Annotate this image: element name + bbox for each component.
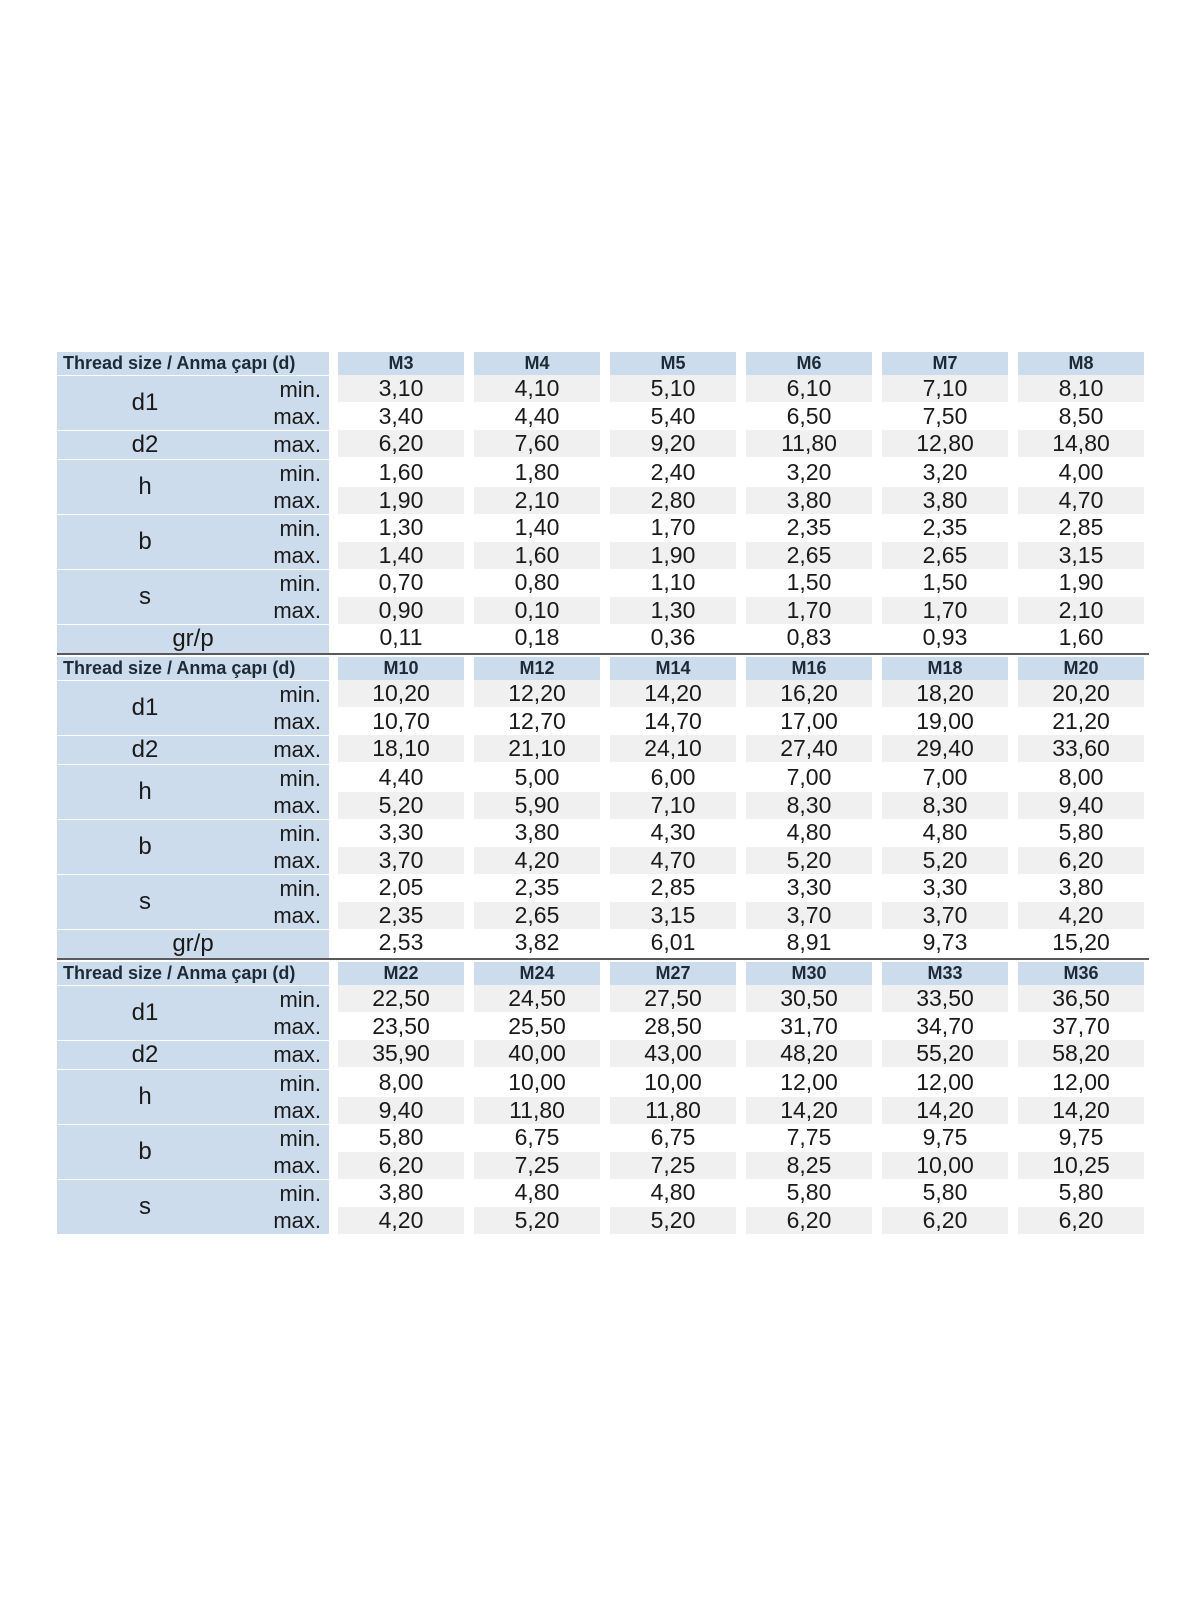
table-cell: 24,50	[474, 985, 600, 1012]
row-group-label	[57, 680, 329, 735]
table-block	[57, 958, 1149, 1234]
table-cell: 6,50	[746, 403, 872, 430]
table-cell: 9,20	[610, 430, 736, 457]
table-cell: 0,18	[474, 624, 600, 651]
thread-size-column-header: M7	[882, 352, 1008, 375]
table-cell: 1,60	[474, 542, 600, 569]
table-cell: 5,80	[1018, 1179, 1144, 1206]
table-cell: 2,80	[610, 487, 736, 514]
min-max-label: min.	[279, 821, 321, 846]
table-cell: 20,20	[1018, 680, 1144, 707]
thread-size-column-header: M36	[1018, 962, 1144, 985]
table-cell: 15,20	[1018, 929, 1144, 956]
table-cell: 10,00	[882, 1152, 1008, 1179]
table-cell: 14,20	[610, 680, 736, 707]
table-cell: 23,50	[338, 1013, 464, 1040]
table-cell: 0,11	[338, 624, 464, 651]
table-cell: 3,70	[338, 847, 464, 874]
table-cell: 1,50	[882, 569, 1008, 596]
table-cell: 24,10	[610, 735, 736, 762]
table-cell: 3,80	[474, 819, 600, 846]
table-cell: 6,20	[746, 1207, 872, 1234]
table-cell: 0,70	[338, 569, 464, 596]
table-cell: 6,20	[338, 430, 464, 457]
table-cell: 6,20	[338, 1152, 464, 1179]
table-cell: 3,30	[338, 819, 464, 846]
thread-size-column-header: M33	[882, 962, 1008, 985]
table-cell: 6,75	[474, 1124, 600, 1151]
table-cell: 4,30	[610, 819, 736, 846]
thread-size-column-header: M22	[338, 962, 464, 985]
table-cell: 4,80	[610, 1179, 736, 1206]
parameter-name: h	[138, 1083, 152, 1110]
table-cell: 7,25	[610, 1152, 736, 1179]
table-cell: 0,83	[746, 624, 872, 651]
table-cell: 1,60	[338, 459, 464, 486]
table-cell: 48,20	[746, 1040, 872, 1067]
table-cell: 8,30	[882, 792, 1008, 819]
table-cell: 5,20	[610, 1207, 736, 1234]
min-max-label: min.	[279, 682, 321, 707]
table-cell: 12,80	[882, 430, 1008, 457]
table-cell: 5,20	[746, 847, 872, 874]
table-cell: 4,20	[474, 847, 600, 874]
min-max-label: max.	[273, 1208, 321, 1233]
row-group-label	[57, 819, 329, 874]
table-cell: 18,20	[882, 680, 1008, 707]
table-cell: 2,40	[610, 459, 736, 486]
min-max-label: max.	[273, 432, 321, 457]
table-cell: 12,00	[882, 1069, 1008, 1096]
table-cell: 1,60	[1018, 624, 1144, 651]
table-cell: 7,60	[474, 430, 600, 457]
table-cell: 14,20	[746, 1097, 872, 1124]
table-cell: 8,91	[746, 929, 872, 956]
table-cell: 3,40	[338, 403, 464, 430]
table-cell: 1,40	[474, 514, 600, 541]
min-max-label: max.	[273, 1014, 321, 1039]
row-group-label	[57, 459, 329, 514]
table-cell: 5,00	[474, 764, 600, 791]
table-cell: 1,30	[610, 597, 736, 624]
thread-size-column-header: M6	[746, 352, 872, 375]
min-max-label: max.	[273, 709, 321, 734]
table-cell: 3,80	[746, 487, 872, 514]
min-max-label: max.	[273, 1042, 321, 1067]
table-cell: 6,75	[610, 1124, 736, 1151]
table-cell: 14,70	[610, 708, 736, 735]
dimension-table	[57, 350, 1149, 1234]
table-cell: 5,10	[610, 375, 736, 402]
min-max-label: max.	[273, 488, 321, 513]
table-cell: 30,50	[746, 985, 872, 1012]
table-cell: 16,20	[746, 680, 872, 707]
table-cell: 27,50	[610, 985, 736, 1012]
row-group-label	[57, 764, 329, 819]
table-cell: 1,10	[610, 569, 736, 596]
table-cell: 5,80	[1018, 819, 1144, 846]
table-cell: 4,80	[474, 1179, 600, 1206]
table-cell: 19,00	[882, 708, 1008, 735]
parameter-name: d2	[131, 1041, 159, 1068]
table-cell: 1,70	[610, 514, 736, 541]
table-cell: 3,30	[882, 874, 1008, 901]
min-max-label: min.	[279, 876, 321, 901]
thread-size-column-header: M5	[610, 352, 736, 375]
thread-size-column-header: M8	[1018, 352, 1144, 375]
row-group-label	[57, 735, 329, 764]
table-cell: 0,10	[474, 597, 600, 624]
parameter-name: gr/p	[172, 930, 214, 957]
table-cell: 7,00	[882, 764, 1008, 791]
table-cell: 1,70	[882, 597, 1008, 624]
table-cell: 21,20	[1018, 708, 1144, 735]
table-cell: 2,35	[474, 874, 600, 901]
table-cell: 8,10	[1018, 375, 1144, 402]
parameter-name: d1	[131, 999, 159, 1026]
table-cell: 3,10	[338, 375, 464, 402]
table-cell: 6,20	[1018, 847, 1144, 874]
table-block	[57, 653, 1149, 958]
parameter-name: b	[138, 1138, 152, 1165]
min-max-label: max.	[273, 903, 321, 928]
min-max-label: max.	[273, 404, 321, 429]
thread-size-header: Thread size / Anma çapı (d)	[57, 657, 329, 680]
parameter-name: d2	[131, 736, 159, 763]
table-cell: 4,70	[610, 847, 736, 874]
table-cell: 1,90	[610, 542, 736, 569]
table-cell: 4,80	[746, 819, 872, 846]
table-cell: 1,40	[338, 542, 464, 569]
table-cell: 3,80	[882, 487, 1008, 514]
min-max-label: max.	[273, 543, 321, 568]
row-group-label	[57, 874, 329, 929]
table-cell: 6,00	[610, 764, 736, 791]
table-cell: 4,80	[882, 819, 1008, 846]
row-group-label	[57, 985, 329, 1040]
table-cell: 5,90	[474, 792, 600, 819]
table-cell: 18,10	[338, 735, 464, 762]
row-group-label	[57, 430, 329, 459]
table-cell: 29,40	[882, 735, 1008, 762]
table-cell: 3,82	[474, 929, 600, 956]
table-cell: 28,50	[610, 1013, 736, 1040]
table-cell: 5,80	[882, 1179, 1008, 1206]
table-cell: 3,70	[746, 902, 872, 929]
row-group-label	[57, 514, 329, 569]
table-cell: 7,10	[610, 792, 736, 819]
parameter-name: s	[139, 1193, 151, 1220]
table-cell: 1,80	[474, 459, 600, 486]
table-cell: 2,35	[746, 514, 872, 541]
thread-size-column-header: M4	[474, 352, 600, 375]
table-cell: 2,35	[338, 902, 464, 929]
table-cell: 14,20	[1018, 1097, 1144, 1124]
row-group-label	[57, 1040, 329, 1069]
row-group-label	[57, 569, 329, 624]
table-cell: 8,50	[1018, 403, 1144, 430]
table-cell: 5,80	[338, 1124, 464, 1151]
table-cell: 3,70	[882, 902, 1008, 929]
row-group-label	[57, 375, 329, 430]
table-cell: 8,00	[1018, 764, 1144, 791]
parameter-name: h	[138, 473, 152, 500]
table-cell: 7,25	[474, 1152, 600, 1179]
table-cell: 1,30	[338, 514, 464, 541]
table-cell: 4,20	[1018, 902, 1144, 929]
table-cell: 7,00	[746, 764, 872, 791]
thread-size-column-header: M3	[338, 352, 464, 375]
table-cell: 3,15	[610, 902, 736, 929]
table-cell: 9,73	[882, 929, 1008, 956]
row-group-label	[57, 1124, 329, 1179]
parameter-name: h	[138, 778, 152, 805]
row-group-label	[57, 929, 329, 958]
min-max-label: min.	[279, 1071, 321, 1096]
table-cell: 1,90	[1018, 569, 1144, 596]
table-cell: 12,20	[474, 680, 600, 707]
table-cell: 58,20	[1018, 1040, 1144, 1067]
thread-size-column-header: M27	[610, 962, 736, 985]
table-cell: 36,50	[1018, 985, 1144, 1012]
thread-size-column-header: M14	[610, 657, 736, 680]
table-cell: 5,40	[610, 403, 736, 430]
thread-size-column-header: M16	[746, 657, 872, 680]
table-cell: 14,80	[1018, 430, 1144, 457]
table-cell: 2,65	[474, 902, 600, 929]
table-cell: 2,35	[882, 514, 1008, 541]
table-cell: 7,50	[882, 403, 1008, 430]
row-group-label	[57, 1069, 329, 1124]
parameter-name: d2	[131, 431, 159, 458]
table-cell: 0,90	[338, 597, 464, 624]
table-cell: 3,20	[882, 459, 1008, 486]
min-max-label: min.	[279, 1126, 321, 1151]
table-cell: 2,85	[1018, 514, 1144, 541]
min-max-label: max.	[273, 1153, 321, 1178]
table-cell: 10,00	[610, 1069, 736, 1096]
table-cell: 34,70	[882, 1013, 1008, 1040]
table-cell: 3,15	[1018, 542, 1144, 569]
table-cell: 6,20	[882, 1207, 1008, 1234]
table-cell: 35,90	[338, 1040, 464, 1067]
table-cell: 5,20	[882, 847, 1008, 874]
table-cell: 4,00	[1018, 459, 1144, 486]
table-cell: 4,40	[338, 764, 464, 791]
table-cell: 12,00	[746, 1069, 872, 1096]
table-cell: 6,10	[746, 375, 872, 402]
min-max-label: max.	[273, 793, 321, 818]
min-max-label: max.	[273, 598, 321, 623]
parameter-name: d1	[131, 694, 159, 721]
table-cell: 33,60	[1018, 735, 1144, 762]
table-cell: 27,40	[746, 735, 872, 762]
table-cell: 21,10	[474, 735, 600, 762]
thread-size-column-header: M20	[1018, 657, 1144, 680]
table-cell: 6,01	[610, 929, 736, 956]
min-max-label: max.	[273, 737, 321, 762]
table-cell: 1,90	[338, 487, 464, 514]
table-cell: 1,70	[746, 597, 872, 624]
table-cell: 0,93	[882, 624, 1008, 651]
min-max-label: min.	[279, 377, 321, 402]
table-cell: 2,85	[610, 874, 736, 901]
table-cell: 3,20	[746, 459, 872, 486]
min-max-label: max.	[273, 848, 321, 873]
table-cell: 4,20	[338, 1207, 464, 1234]
table-cell: 3,80	[1018, 874, 1144, 901]
table-cell: 2,53	[338, 929, 464, 956]
table-cell: 5,80	[746, 1179, 872, 1206]
table-cell: 5,20	[338, 792, 464, 819]
min-max-label: min.	[279, 1181, 321, 1206]
table-cell: 4,40	[474, 403, 600, 430]
parameter-name: d1	[131, 389, 159, 416]
row-group-label	[57, 624, 329, 653]
min-max-label: min.	[279, 766, 321, 791]
thread-size-header: Thread size / Anma çapı (d)	[57, 352, 329, 375]
table-cell: 9,75	[882, 1124, 1008, 1151]
row-group-label	[57, 1179, 329, 1234]
thread-size-column-header: M24	[474, 962, 600, 985]
table-cell: 10,70	[338, 708, 464, 735]
table-cell: 8,30	[746, 792, 872, 819]
parameter-name: gr/p	[172, 625, 214, 652]
table-cell: 6,20	[1018, 1207, 1144, 1234]
min-max-label: min.	[279, 571, 321, 596]
parameter-name: b	[138, 528, 152, 555]
table-cell: 0,36	[610, 624, 736, 651]
table-cell: 10,00	[474, 1069, 600, 1096]
table-cell: 7,10	[882, 375, 1008, 402]
table-cell: 33,50	[882, 985, 1008, 1012]
table-cell: 7,75	[746, 1124, 872, 1151]
thread-size-column-header: M18	[882, 657, 1008, 680]
table-cell: 9,40	[1018, 792, 1144, 819]
table-cell: 43,00	[610, 1040, 736, 1067]
parameter-name: s	[139, 888, 151, 915]
table-cell: 2,65	[882, 542, 1008, 569]
table-cell: 9,40	[338, 1097, 464, 1124]
table-block	[57, 350, 1149, 653]
table-cell: 31,70	[746, 1013, 872, 1040]
table-cell: 11,80	[610, 1097, 736, 1124]
table-cell: 2,65	[746, 542, 872, 569]
table-cell: 10,25	[1018, 1152, 1144, 1179]
table-cell: 22,50	[338, 985, 464, 1012]
table-cell: 4,70	[1018, 487, 1144, 514]
table-cell: 25,50	[474, 1013, 600, 1040]
thread-size-header: Thread size / Anma çapı (d)	[57, 962, 329, 985]
table-cell: 12,70	[474, 708, 600, 735]
table-cell: 5,20	[474, 1207, 600, 1234]
table-cell: 55,20	[882, 1040, 1008, 1067]
table-cell: 3,30	[746, 874, 872, 901]
table-cell: 4,10	[474, 375, 600, 402]
table-cell: 17,00	[746, 708, 872, 735]
table-cell: 10,20	[338, 680, 464, 707]
table-cell: 14,20	[882, 1097, 1008, 1124]
parameter-name: s	[139, 583, 151, 610]
table-cell: 9,75	[1018, 1124, 1144, 1151]
min-max-label: min.	[279, 461, 321, 486]
table-cell: 8,00	[338, 1069, 464, 1096]
min-max-label: min.	[279, 987, 321, 1012]
table-cell: 11,80	[746, 430, 872, 457]
table-cell: 2,10	[474, 487, 600, 514]
min-max-label: max.	[273, 1098, 321, 1123]
thread-size-column-header: M30	[746, 962, 872, 985]
table-cell: 2,05	[338, 874, 464, 901]
table-cell: 2,10	[1018, 597, 1144, 624]
parameter-name: b	[138, 833, 152, 860]
table-cell: 8,25	[746, 1152, 872, 1179]
table-cell: 11,80	[474, 1097, 600, 1124]
table-cell: 0,80	[474, 569, 600, 596]
thread-size-column-header: M10	[338, 657, 464, 680]
table-cell: 40,00	[474, 1040, 600, 1067]
table-cell: 12,00	[1018, 1069, 1144, 1096]
thread-size-column-header: M12	[474, 657, 600, 680]
min-max-label: min.	[279, 516, 321, 541]
table-cell: 1,50	[746, 569, 872, 596]
table-cell: 37,70	[1018, 1013, 1144, 1040]
table-cell: 3,80	[338, 1179, 464, 1206]
